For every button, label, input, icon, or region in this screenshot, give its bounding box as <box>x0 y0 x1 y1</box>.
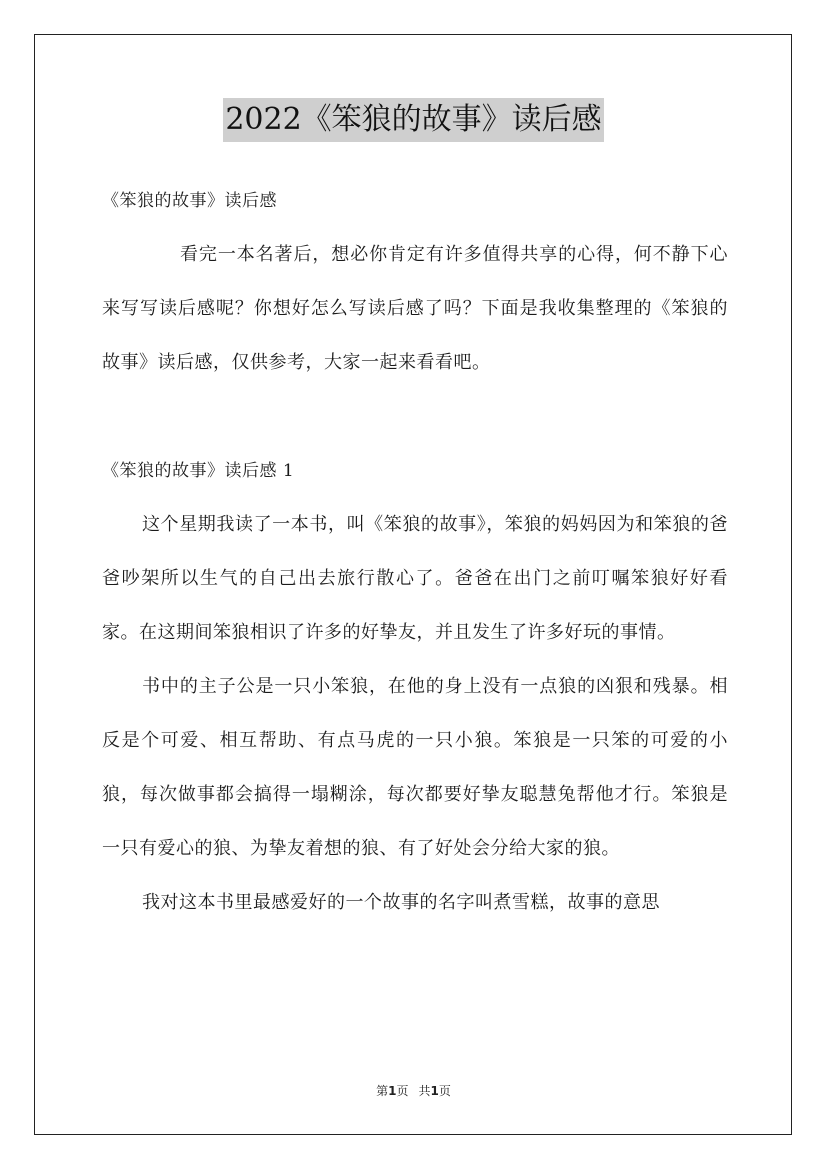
page-total: 1 <box>430 1084 439 1098</box>
page-prefix: 第 <box>376 1084 389 1098</box>
body-paragraph-1: 这个星期我读了一本书，叫《笨狼的故事》，笨狼的妈妈因为和笨狼的爸爸吵架所以生气的自己出去旅行散心了。爸爸在出门之前叮嘱笨狼好好看家。在这期间笨狼相识了许多的好挚友，并且发生了许多好玩的事情。 <box>102 514 728 643</box>
total-prefix: 共 <box>418 1084 431 1098</box>
section-heading: 《笨狼的故事》读后感 1 <box>102 461 295 481</box>
document-title: 2022《笨狼的故事》读后感 <box>223 98 603 142</box>
title-container <box>0 98 827 142</box>
spacer <box>102 390 728 444</box>
page-footer <box>0 1082 827 1099</box>
intro-paragraph: 看完一本名著后，想必你肯定有许多值得共享的心得，何不静下心来写写读后感呢？你想好怎么写读后感了吗？下面是我收集整理的《笨狼的故事》读后感，仅供参考，大家一起来看看吧。 <box>102 244 728 373</box>
body-paragraph-3: 我对这本书里最感爱好的一个故事的名字叫煮雪糕，故事的意思 <box>142 892 660 913</box>
subtitle: 《笨狼的故事》读后感 <box>102 191 277 211</box>
body-paragraph-2: 书中的主子公是一只小笨狼，在他的身上没有一点狼的凶狠和残暴。相反是个可爱、相互帮助、有点马虎的一只小狼。笨狼是一只笨的可爱的小狼，每次做事都会搞得一塌糊涂，每次都要好挚友聪慧兔帮他才行。笨狼是一只有爱心的狼、为挚友着想的狼、有了好处会分给大家的狼。 <box>102 676 728 859</box>
total-suffix: 页 <box>438 1084 451 1098</box>
page-number: 1 <box>388 1084 397 1098</box>
page-suffix: 页 <box>396 1084 409 1098</box>
document-body <box>102 174 728 930</box>
